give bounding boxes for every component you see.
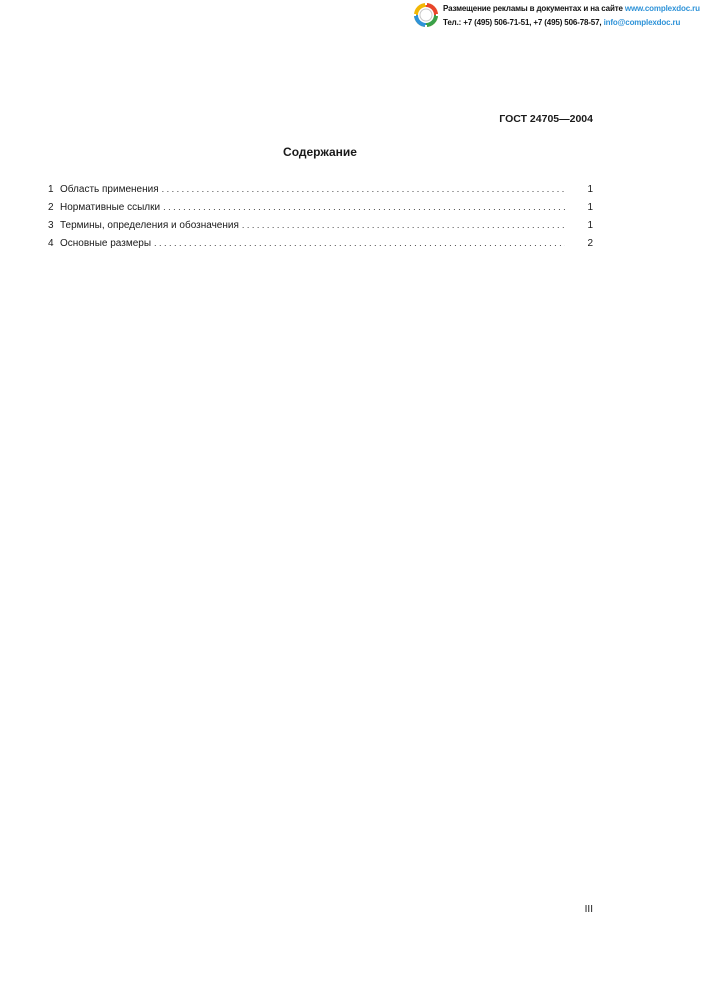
toc-title: Содержание [283,145,357,159]
toc-item[interactable] [48,238,593,256]
ad-text-1: Размещение рекламы в документах и на сайте [443,4,625,13]
toc-item-page: 1 [587,220,593,231]
toc-item-page: 1 [587,202,593,213]
toc-item[interactable] [48,220,593,238]
toc-item-title: Нормативные ссылки [60,202,161,213]
ad-banner [413,1,709,29]
toc-item-page: 2 [587,238,593,249]
ad-text-2: Тел.: +7 (495) 506-71-51, +7 (495) 506-78-57, [443,18,604,27]
toc-item-title: Основные размеры [60,238,152,249]
ad-line-1 [443,4,700,13]
table-of-contents [48,184,593,256]
document-code: ГОСТ 24705—2004 [499,113,593,125]
toc-item-number: 4 [48,238,54,249]
toc-item-number: 1 [48,184,54,195]
toc-item-title: Термины, определения и обозначения [60,220,239,231]
complexdoc-logo-icon [413,2,439,28]
toc-item-title: Область применения [60,184,159,195]
toc-leader-dots [154,238,565,248]
site-link[interactable]: www.complexdoc.ru [624,4,700,13]
ad-line-2 [443,18,680,27]
toc-item[interactable] [48,184,593,202]
toc-item-number: 2 [48,202,54,213]
toc-leader-dots [242,220,565,230]
toc-item[interactable] [48,202,593,220]
email-link[interactable]: info@complexdoc.ru [603,18,681,27]
page-number: III [584,904,593,915]
toc-leader-dots [163,202,565,212]
toc-item-number: 3 [48,220,54,231]
toc-leader-dots [162,184,565,194]
toc-item-page: 1 [587,184,593,195]
